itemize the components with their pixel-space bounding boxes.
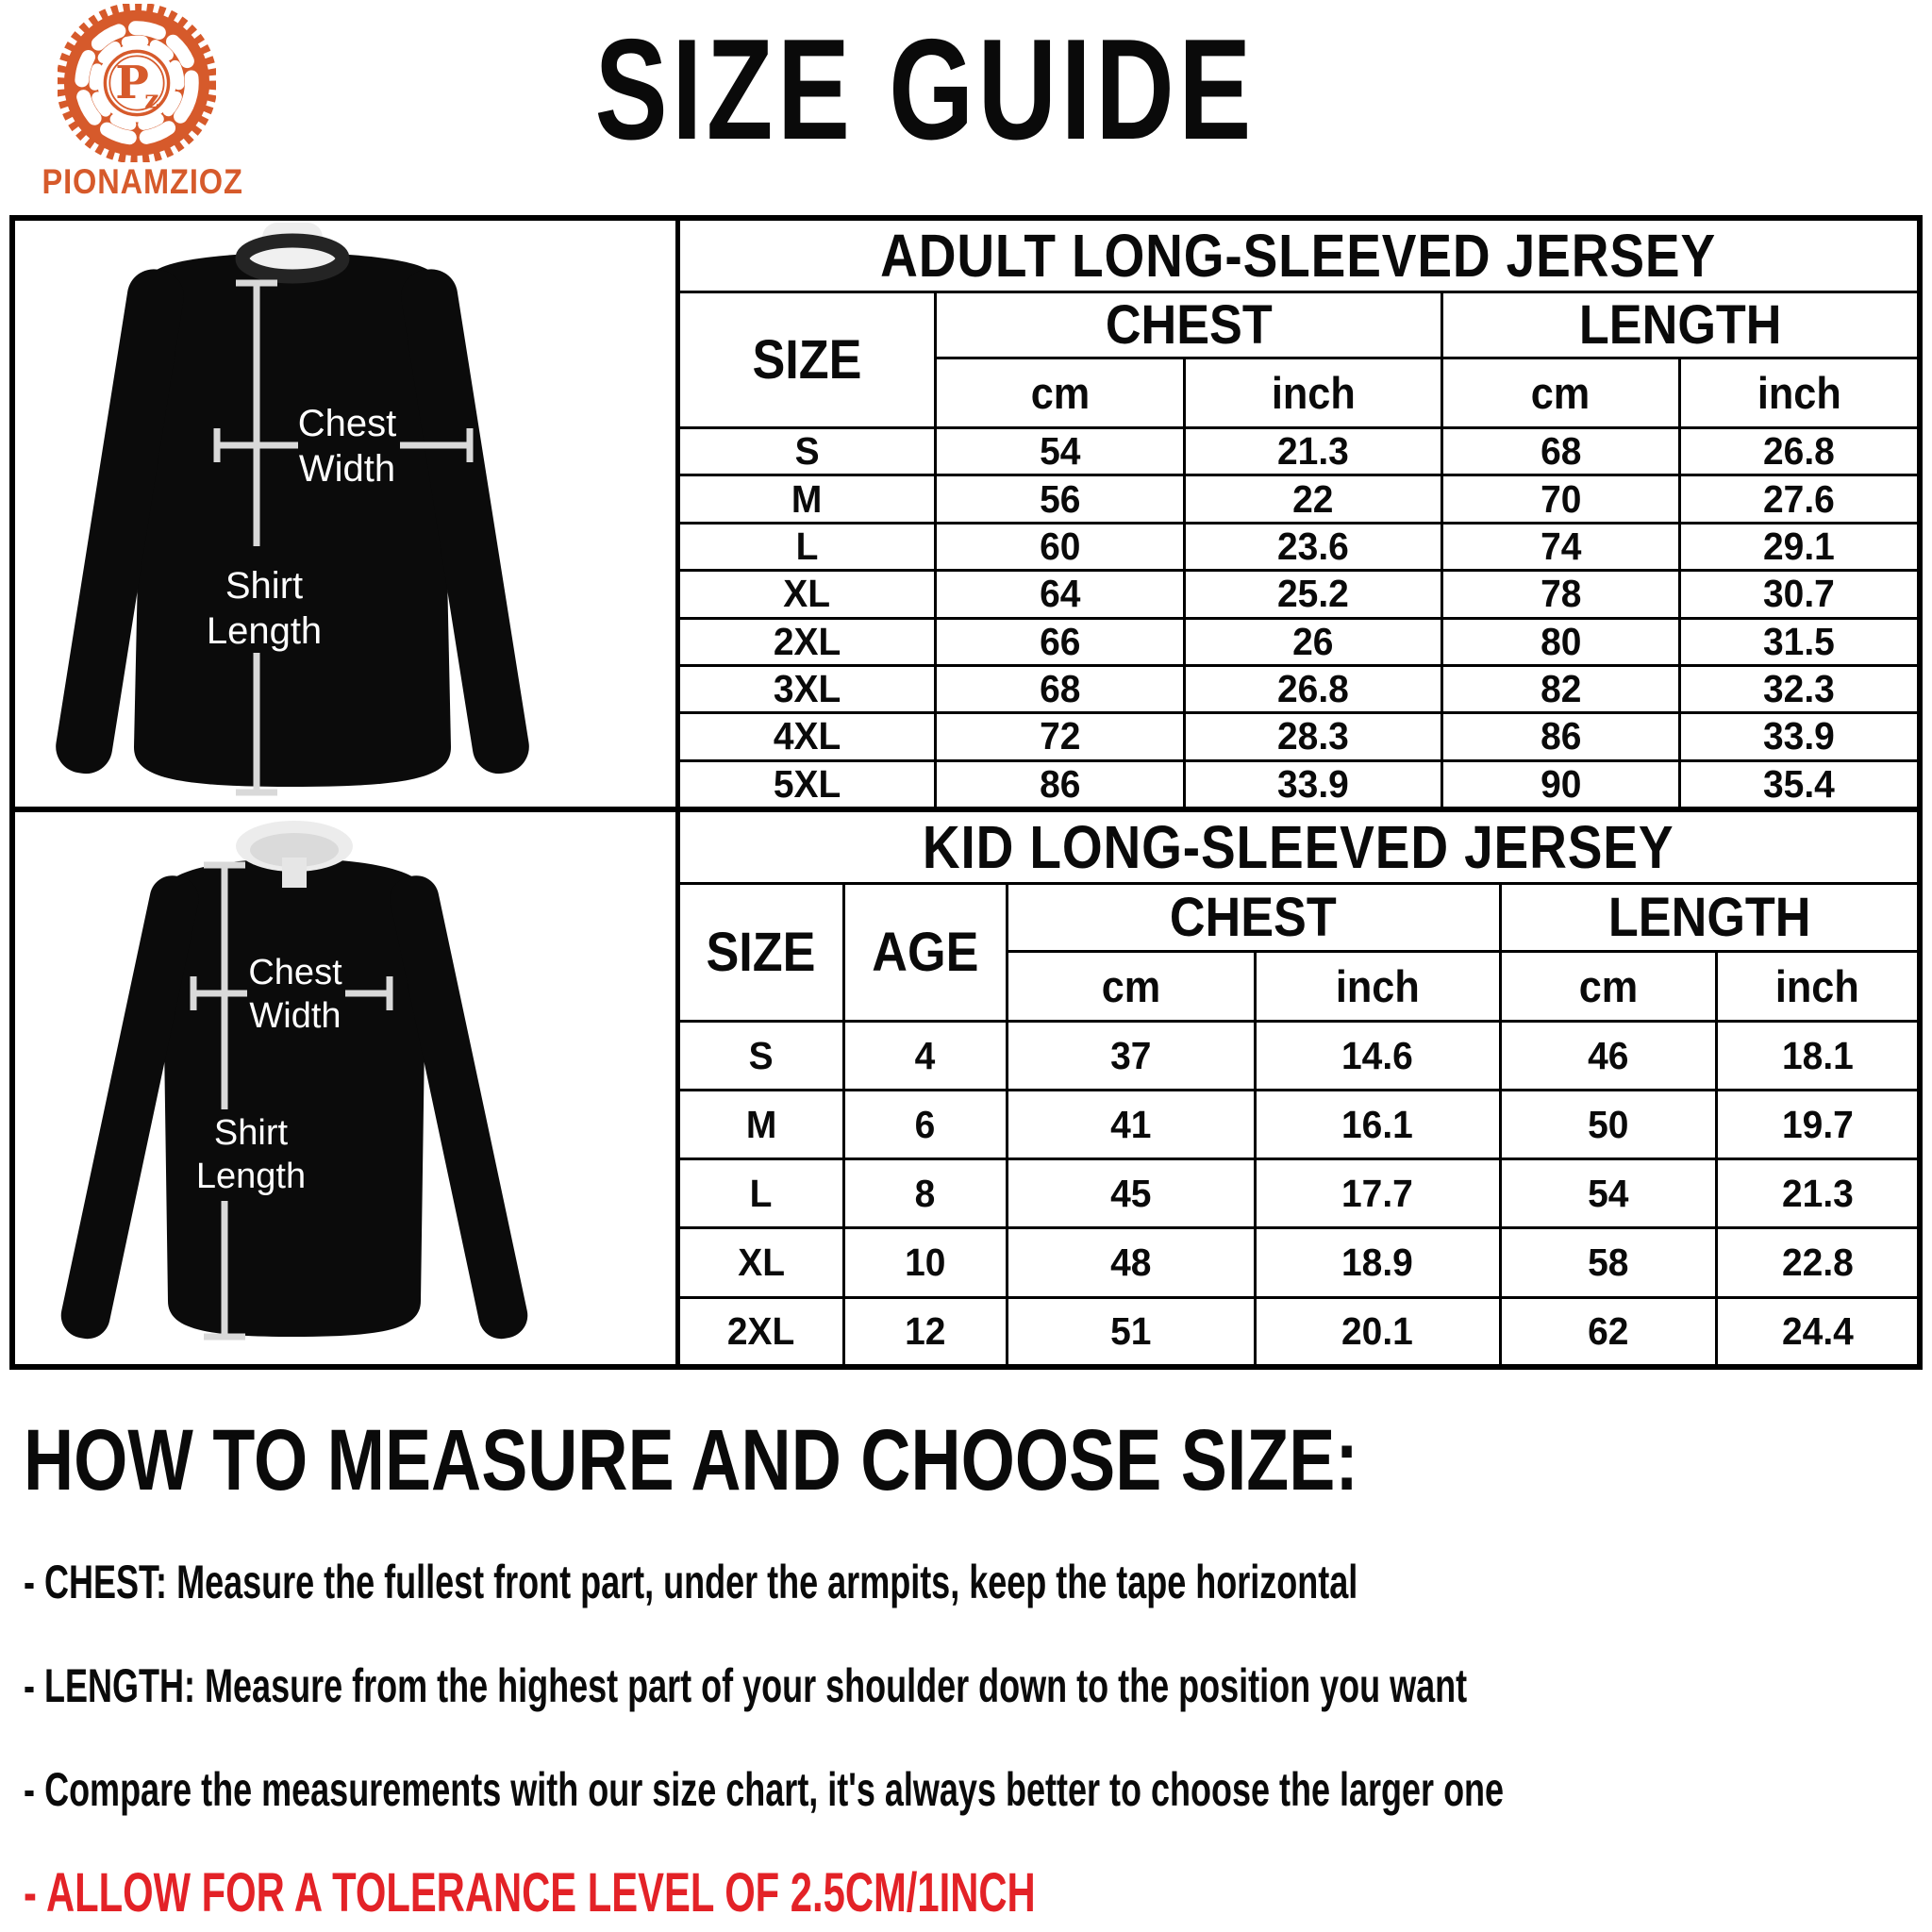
data-cell [1007, 1159, 1256, 1228]
header-inch [1717, 952, 1917, 1022]
data-cell [843, 1022, 1007, 1091]
data-cell [680, 523, 935, 570]
data-cell [843, 1091, 1007, 1159]
data-cell [1007, 1228, 1256, 1297]
size-chart-box [9, 215, 1923, 1370]
data-cell-text: 50 [1588, 1102, 1629, 1146]
data-cell-text: 23.6 [1277, 524, 1350, 568]
data-cell-text: 82 [1540, 667, 1582, 711]
data-cell [1500, 1022, 1716, 1091]
header-age [843, 884, 1007, 1022]
data-cell-text: 22 [1292, 476, 1334, 521]
table-title-text: ADULT LONG-SLEEVED JERSEY [880, 222, 1717, 290]
data-cell [1500, 1091, 1716, 1159]
data-cell-text: 21.3 [1781, 1171, 1854, 1215]
data-cell [1256, 1022, 1501, 1091]
data-cell [1500, 1297, 1716, 1364]
data-cell-text: 30.7 [1762, 572, 1835, 616]
instruction-tolerance-label: - [24, 1862, 37, 1924]
data-cell-text: 2XL [727, 1308, 795, 1353]
shirt-torso [134, 253, 451, 787]
adult-size-table [680, 221, 1917, 807]
instruction-tolerance-text: ALLOW FOR A TOLERANCE LEVEL OF 2.5CM/1INCH [45, 1862, 1036, 1924]
data-cell-text: 29.1 [1762, 524, 1835, 568]
data-cell-text: 20.1 [1341, 1308, 1414, 1353]
kid-shirt-diagram [15, 812, 671, 1364]
header-inch-text: inch [1775, 961, 1859, 1011]
data-cell [843, 1297, 1007, 1364]
data-cell-text: 78 [1540, 572, 1582, 616]
instruction-length-text: Measure from the highest part of your shoulder down to the position you want [205, 1659, 1468, 1712]
data-cell [1442, 428, 1680, 475]
data-cell-text: 66 [1039, 619, 1081, 663]
data-cell [935, 713, 1185, 760]
data-cell-text: 25.2 [1277, 572, 1350, 616]
data-cell-text: 74 [1540, 524, 1582, 568]
data-cell-text: 80 [1540, 619, 1582, 663]
data-cell-text: 27.6 [1762, 476, 1835, 521]
shirt-torso [162, 858, 426, 1337]
header-size [680, 884, 843, 1022]
instruction-chest [24, 1549, 1382, 1615]
data-cell [1679, 571, 1917, 618]
shirt-length-label-top: Shirt [213, 1113, 289, 1153]
data-cell [1679, 618, 1917, 665]
header-age-text: AGE [872, 922, 979, 983]
data-cell-text: 54 [1588, 1171, 1629, 1215]
chest-width-label-top: Chest [297, 403, 397, 444]
header-inch-text: inch [1335, 961, 1420, 1011]
shirt-length-label-bottom: Length [206, 610, 323, 652]
instruction-compare-label: - [24, 1763, 35, 1816]
data-cell-text: 32.3 [1762, 667, 1835, 711]
data-cell [1679, 760, 1917, 807]
adult-shirt-panel [15, 221, 680, 807]
instruction-chest-text: Measure the fullest front part, under the armpits, keep the tape horizontal [176, 1556, 1358, 1608]
header-cm-text: cm [1578, 961, 1639, 1011]
header-cm-text: cm [1030, 368, 1090, 418]
data-cell [843, 1228, 1007, 1297]
header-cm [1007, 952, 1256, 1022]
data-cell [680, 1228, 843, 1297]
data-cell [1500, 1228, 1716, 1297]
data-cell [1717, 1159, 1917, 1228]
data-cell [1442, 760, 1680, 807]
data-cell [1717, 1297, 1917, 1364]
data-cell-text: 6 [914, 1102, 936, 1146]
data-cell-text: 12 [904, 1308, 946, 1353]
data-cell-text: 26 [1292, 619, 1334, 663]
data-cell [680, 618, 935, 665]
data-cell [1185, 760, 1442, 807]
data-cell-text: 54 [1039, 429, 1081, 474]
data-cell [1717, 1091, 1917, 1159]
data-cell [1442, 665, 1680, 712]
data-cell [1717, 1228, 1917, 1297]
data-cell [680, 428, 935, 475]
data-cell [1256, 1297, 1501, 1364]
page-title [491, 8, 1321, 173]
table-title [680, 221, 1917, 292]
data-cell [1185, 571, 1442, 618]
header-chest [1007, 884, 1500, 952]
header-inch [1185, 358, 1442, 428]
data-cell [1256, 1091, 1501, 1159]
data-cell [1679, 713, 1917, 760]
how-to-heading [24, 1413, 1910, 1507]
data-cell-text: 37 [1110, 1033, 1152, 1077]
data-cell-text: 24.4 [1781, 1308, 1854, 1353]
instruction-length [24, 1653, 1468, 1719]
data-cell [1007, 1297, 1256, 1364]
header-length-text: LENGTH [1578, 294, 1782, 356]
header-size [680, 292, 935, 428]
header-cm-text: cm [1101, 961, 1161, 1011]
data-cell-text: 51 [1110, 1308, 1152, 1353]
data-cell-text: 2XL [773, 619, 841, 663]
data-cell [1185, 428, 1442, 475]
data-cell [680, 713, 935, 760]
chest-width-label-top: Chest [248, 953, 342, 992]
data-cell-text: 86 [1039, 761, 1081, 806]
data-cell [1256, 1228, 1501, 1297]
kid-table-panel [680, 812, 1917, 1364]
data-cell [935, 523, 1185, 570]
brand-name: PIONAMZIOZ [42, 162, 243, 201]
data-cell-text: 70 [1540, 476, 1582, 521]
adult-section [15, 221, 1917, 812]
data-cell-text: 62 [1588, 1308, 1629, 1353]
instruction-compare [24, 1757, 1505, 1823]
monogram-z: z [144, 85, 159, 115]
data-cell [1442, 475, 1680, 523]
header-inch [1679, 358, 1917, 428]
page-title-text: SIZE GUIDE [594, 9, 1256, 170]
data-cell-text: 58 [1588, 1240, 1629, 1284]
chest-width-label-bottom: Width [249, 996, 341, 1036]
data-cell-text: S [794, 429, 820, 474]
data-cell [1442, 523, 1680, 570]
data-cell-text: 48 [1110, 1240, 1152, 1284]
data-cell [935, 571, 1185, 618]
data-cell-text: 14.6 [1341, 1033, 1414, 1077]
data-cell-text: L [795, 524, 819, 568]
data-cell [680, 1159, 843, 1228]
monogram-p: P [115, 56, 149, 109]
instruction-compare-text: Compare the measurements with our size chart, it's always better to choose the larger one [44, 1763, 1505, 1816]
data-cell-text: 86 [1540, 714, 1582, 758]
data-cell-text: 26.8 [1762, 429, 1835, 474]
data-cell [1717, 1022, 1917, 1091]
table-title [680, 812, 1917, 884]
data-cell-text: M [791, 476, 823, 521]
data-cell [1007, 1022, 1256, 1091]
table-title-text: KID LONG-SLEEVED JERSEY [923, 813, 1674, 881]
data-cell-text: 64 [1039, 572, 1081, 616]
data-cell-text: 16.1 [1341, 1102, 1414, 1146]
data-cell-text: 90 [1540, 761, 1582, 806]
data-cell-text: 4XL [773, 714, 841, 758]
data-cell-text: XL [783, 572, 831, 616]
data-cell [1679, 523, 1917, 570]
data-cell [680, 571, 935, 618]
data-cell-text: 56 [1039, 476, 1081, 521]
data-cell-text: 68 [1039, 667, 1081, 711]
adult-table-panel [680, 221, 1917, 807]
data-cell [680, 665, 935, 712]
data-cell [935, 665, 1185, 712]
data-cell [1442, 571, 1680, 618]
data-cell [1679, 428, 1917, 475]
data-cell-text: 60 [1039, 524, 1081, 568]
data-cell [1185, 618, 1442, 665]
data-cell [1185, 475, 1442, 523]
data-cell [680, 475, 935, 523]
adult-shirt-diagram [15, 221, 671, 807]
how-to-heading-text: HOW TO MEASURE AND CHOOSE SIZE: [24, 1412, 1358, 1508]
data-cell-text: 22.8 [1781, 1240, 1854, 1284]
data-cell [843, 1159, 1007, 1228]
data-cell [1442, 618, 1680, 665]
data-cell [1185, 523, 1442, 570]
chest-width-label-bottom: Width [298, 448, 396, 490]
header-inch-text: inch [1271, 368, 1356, 418]
data-cell-text: 10 [904, 1240, 946, 1284]
data-cell-text: 33.9 [1762, 714, 1835, 758]
data-cell [1679, 475, 1917, 523]
data-cell-text: 31.5 [1762, 619, 1835, 663]
data-cell-text: 18.1 [1781, 1033, 1854, 1077]
data-cell-text: 4 [914, 1033, 936, 1077]
data-cell [935, 475, 1185, 523]
header-length [1500, 884, 1917, 952]
data-cell-text: XL [737, 1240, 785, 1284]
data-cell [1256, 1159, 1501, 1228]
header-chest-text: CHEST [1170, 887, 1338, 948]
data-cell [1442, 713, 1680, 760]
data-cell-text: 5XL [773, 761, 841, 806]
data-cell-text: 8 [914, 1171, 936, 1215]
shirt-length-label-top: Shirt [225, 565, 304, 607]
header-cm [1500, 952, 1716, 1022]
data-cell [680, 1091, 843, 1159]
data-cell-text: L [749, 1171, 773, 1215]
data-cell-text: 3XL [773, 667, 841, 711]
header-size-text: SIZE [752, 329, 862, 391]
header-chest-text: CHEST [1105, 294, 1273, 356]
data-cell [935, 428, 1185, 475]
header-cm [935, 358, 1185, 428]
data-cell-text: 21.3 [1277, 429, 1350, 474]
instruction-tolerance [24, 1860, 1382, 1926]
instruction-length-label: - LENGTH: [24, 1659, 195, 1712]
data-cell-text: 18.9 [1341, 1240, 1414, 1284]
data-cell-text: 45 [1110, 1171, 1152, 1215]
data-cell [1679, 665, 1917, 712]
data-cell-text: 68 [1540, 429, 1582, 474]
gear-logo-icon [58, 4, 216, 162]
header-chest [935, 292, 1442, 358]
data-cell-text: 46 [1588, 1033, 1629, 1077]
data-cell [1007, 1091, 1256, 1159]
header-cm-text: cm [1531, 368, 1591, 418]
kid-size-table [680, 812, 1917, 1364]
data-cell-text: 72 [1039, 714, 1081, 758]
header-length-text: LENGTH [1607, 887, 1811, 948]
data-cell-text: 17.7 [1341, 1171, 1414, 1215]
header-inch [1256, 952, 1501, 1022]
data-cell [1185, 665, 1442, 712]
shirt-length-label-bottom: Length [195, 1157, 307, 1196]
header-length [1442, 292, 1917, 358]
data-cell [680, 760, 935, 807]
data-cell [1500, 1159, 1716, 1228]
kid-shirt-panel [15, 812, 680, 1364]
instruction-chest-label: - CHEST: [24, 1556, 167, 1608]
header-size-text: SIZE [706, 922, 816, 983]
data-cell [935, 618, 1185, 665]
data-cell-text: 19.7 [1781, 1102, 1854, 1146]
how-to-measure-section [24, 1413, 1910, 1932]
data-cell-text: M [745, 1102, 776, 1146]
data-cell-text: 26.8 [1277, 667, 1350, 711]
data-cell [1185, 713, 1442, 760]
data-cell-text: 35.4 [1762, 761, 1835, 806]
data-cell [935, 760, 1185, 807]
header-cm [1442, 358, 1680, 428]
brand-logo [28, 4, 245, 202]
header-inch-text: inch [1757, 368, 1841, 418]
kid-section [15, 812, 1917, 1364]
data-cell-text: 41 [1110, 1102, 1152, 1146]
data-cell [680, 1297, 843, 1364]
data-cell-text: 33.9 [1277, 761, 1350, 806]
kid-collar-placket [282, 858, 307, 888]
data-cell-text: S [748, 1033, 774, 1077]
data-cell-text: 28.3 [1277, 714, 1350, 758]
data-cell [680, 1022, 843, 1091]
